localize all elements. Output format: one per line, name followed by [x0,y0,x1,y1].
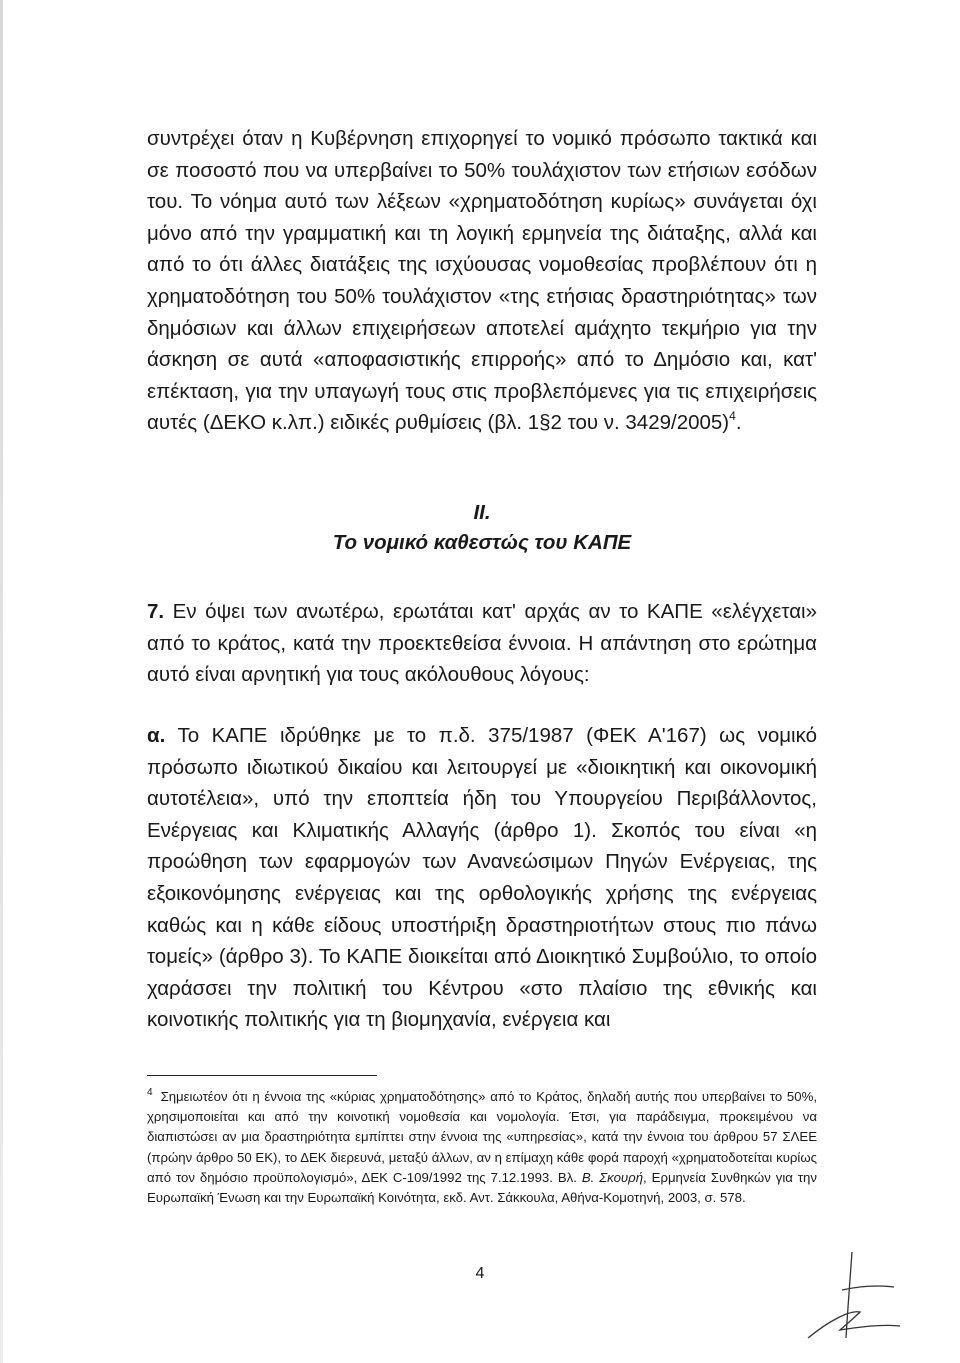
footnote-text-before: Σημειωτέον ότι η έννοια της «κύριας χρηματοδότησης» από το Κράτος, δηλαδή αυτής που υπερβαίνει το 50%, χρησιμοποιείται και από την κοινοτική νομοθεσία και νομολογία. Έτσι, για παράδειγμα, προκειμένου να διαπιστώσει αν μια δραστηριότητα εμπίπτει στην έννοια της «υπηρεσίας», κατά την έννοια του άρθρου 57 ΣΛΕΕ (πρώην άρθρο 50 ΕΚ), το ΔΕΚ διερευνά, μεταξύ άλλων, αν η επίμαχη κάθε φορά παροχή «χρηματοδοτείται κυρίως από τον δημόσιο προϋπολογισμό», ΔΕΚ C-109/1992 της 7.12.1993. Βλ. [147,1089,817,1185]
page-number: 4 [475,1265,485,1282]
signature-mark [790,1250,910,1340]
section-number: II. [473,501,491,524]
scan-left-edge [0,0,3,1363]
footnote-reference[interactable]: 4 [729,409,736,424]
footnote-4 [147,1083,817,1208]
section-title: Το νομικό καθεστώς του ΚΑΠΕ [332,531,632,554]
paragraph-alpha [147,720,817,1036]
footnote-author: Β. Σκουρή [581,1169,644,1185]
paragraph-continued [147,123,817,439]
footnote-marker: 4 [147,1087,153,1098]
footnote-separator [147,1075,377,1076]
paragraph-alpha-text: Το ΚΑΠΕ ιδρύθηκε με το π.δ. 375/1987 (ΦΕΚ Α'167) ως νομικό πρόσωπο ιδιωτικού δικαίου και λειτουργεί με «διοικητική και οικονομική αυτοτέλεια», υπό την εποπτεία ήδη του Υπουργείου Περιβάλλοντος, Ενέργειας και Κλιματικής Αλλαγής (άρθρο 1). Σκοπός του είναι «η προώθηση των εφαρμογών των Ανανεώσιμων Πηγών Ενέργειας, της εξοικονόμησης ενέργειας και της ορθολογικής χρήσης της ενέργειας καθώς και η κάθε είδους υποστήριξη δραστηριοτήτων στους πιο πάνω τομείς» (άρθρο 3). Το ΚΑΠΕ διοικείται από Διοικητικό Συμβούλιο, το οποίο χαράσσει την πολιτική του Κέντρου «στο πλαίσιο της εθνικής και κοινοτικής πολιτικής για τη βιομηχανία, ενέργεια και [147,724,817,1032]
paragraph-7-text: Εν όψει των ανωτέρω, ερωτάται κατ' αρχάς αν το ΚΑΠΕ «ελέγχεται» από το κράτος, κατά την προεκτεθείσα έννοια. Η απάντηση στο ερώτημα αυτό είναι αρνητική για τους ακόλουθους λόγους: [147,600,817,687]
paragraph-7 [147,596,817,691]
paragraph-continued-end: . [735,411,742,435]
paragraph-continued-text: συντρέχει όταν η Κυβέρνηση επιχορηγεί το νομικό πρόσωπο τακτικά και σε ποσοστό που να υπερβαίνει το 50% τουλάχιστον των ετήσιων εσόδων του. Το νόημα αυτό των λέξεων «χρηματοδότηση κυρίως» συνάγεται όχι μόνο από την γραμματική και τη λογική ερμηνεία της διάταξης, αλλά και από το ότι άλλες διατάξεις της ισχύουσας νομοθεσίας προβλέπουν ότι η χρηματοδότηση του 50% τουλάχιστον «της ετήσιας δραστηριότητας» των δημόσιων και άλλων επιχειρήσεων αποτελεί αμάχητο τεκμήριο για την άσκηση σε αυτά «αποφασιστικής επιρροής» από το Δημόσιο και, κατ' επέκταση, για την υπαγωγή τους στις προβλεπόμενες για τις επιχειρήσεις αυτές (ΔΕΚΟ κ.λπ.) ειδικές ρυθμίσεις (βλ. 1§2 του ν. 3429/2005) [147,127,817,435]
paragraph-7-number: 7. [147,600,165,623]
footnote-text-after: , Ερμηνεία Συνθηκών για την Ευρωπαϊκή Ένωση και την Ευρωπαϊκή Κοινότητα, εκδ. Αντ. Σάκκουλα, Αθήνα-Κομοτηνή, 2003, σ. 578. [147,1169,817,1206]
paragraph-alpha-label: α. [147,724,166,747]
